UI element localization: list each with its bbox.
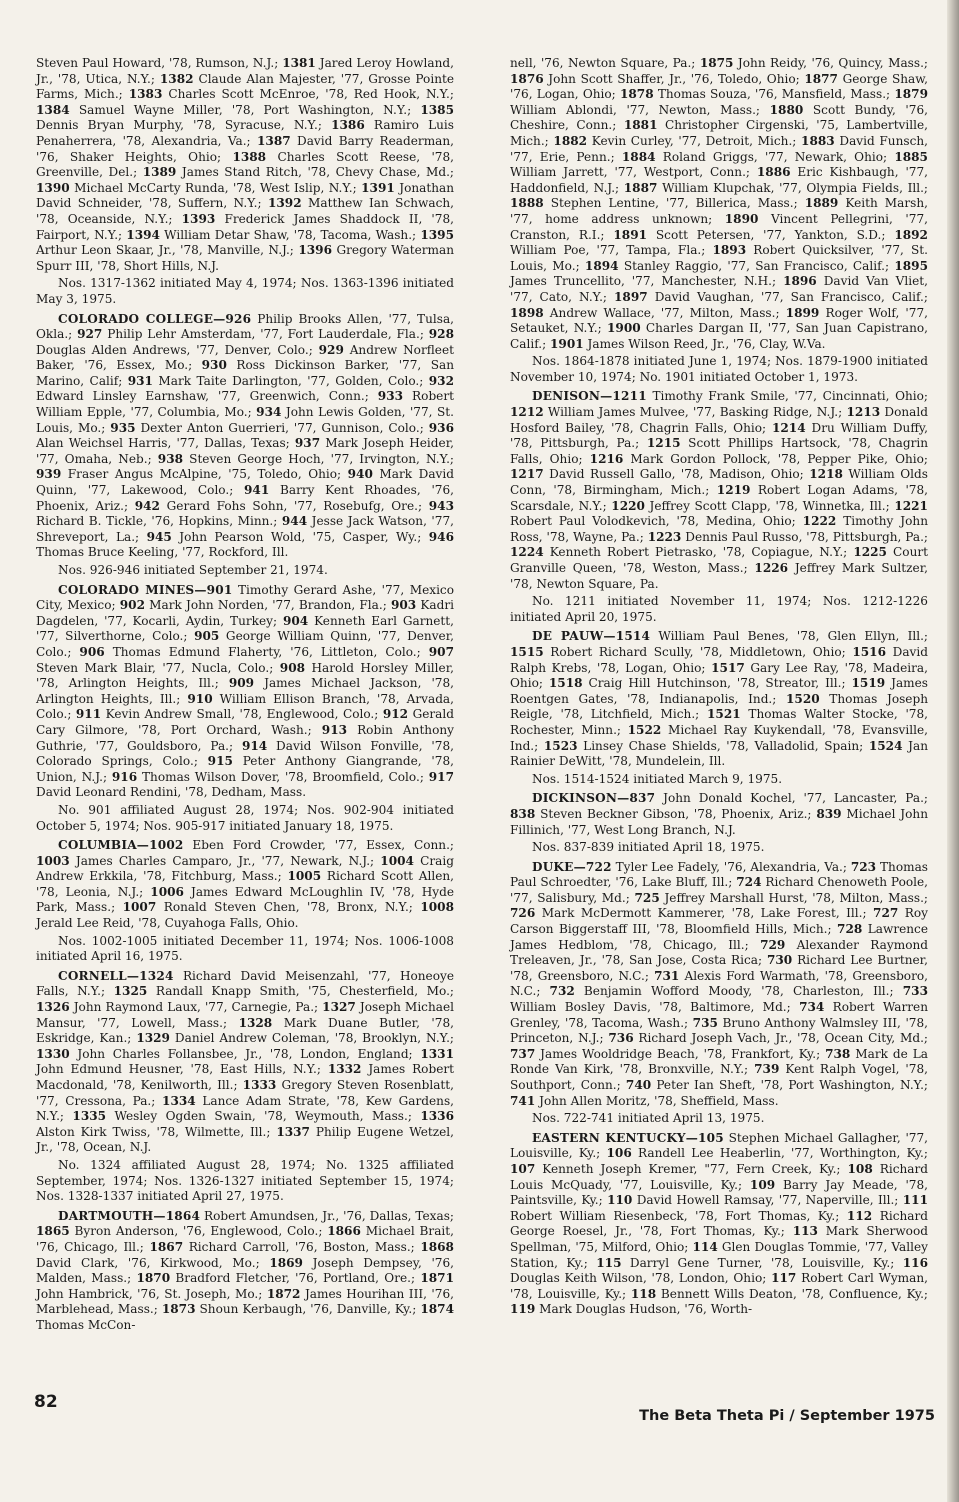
intro-initiation-note: Nos. 1317-1362 initiated May 4, 1974; Nos. 1363-1396 initiated May 3, 1975. xyxy=(36,276,454,306)
chapter-text: Tyler Lee Fadely, '76, Alexandria, Va.; 723 Thomas Paul Schroedter, '76, Lake Bluff, Ill.; 724 Richard Chenoweth Poole, '77, Salisbury, Md.; 725 Jeffrey Marshall Hurst, '78, Milton, Mass.; 726 Mark McDermott Kammerer, '78, Lake Forest, Ill.; 727 Roy Carson Biggerstaff III, '78, Bloomfield Hills, Mich.; 728 Lawrence James Hedblom, '78, Chicago, Ill.; 729 Alexander Raymond Treleaven, Jr., '78, San Jose, Costa Rica; 730 Richard Lee Burtner, '78, Greensboro, N.C.; 731 Alexis Ford Warmath, '78, Greensboro, N.C.; 732 Benjamin Wofford Moody, '78, Charleston, Ill.; 733 William Bosley Davis, '78, Baltimore, Md.; 734 Robert Warren Grenley, '78, Tacoma, Wash.; 735 Bruno Anthony Walmsley III, '78, Princeton, N.J.; 736 Richard Joseph Vach, Jr., '78, Ocean City, Md.; 737 James Wooldridge Beach, '78, Frankfort, Ky.; 738 Mark de La Ronde Van Kirk, '78, Bronxville, N.Y.; 739 Kent Ralph Vogel, '78, Southport, Conn.; 740 Peter Ian Sheft, '78, Port Washington, N.Y.; 741 John Allen Moritz, '78, Sheffield, Mass. xyxy=(510,859,929,1108)
roster-number: 934 xyxy=(256,405,282,420)
roster-number: 909 xyxy=(228,676,255,691)
chapter-heading: COLORADO COLLEGE—926 xyxy=(58,311,252,326)
roster-number: 1901 xyxy=(550,336,584,351)
roster-number: 114 xyxy=(692,1239,718,1254)
left-column xyxy=(36,56,454,1336)
chapter-text: Eben Ford Crowder, '77, Essex, Conn.; 1003 James Charles Camparo, Jr., '77, Newark, N.J.; 1004 Craig Andrew Erkkila, '78, Fitchburg, Mass.; 1005 Richard Scott Allen, '78, Leonia, N.J.; 1006 James Edward McLoughlin IV, '78, Hyde Park, Mass.; 1007 Ronald Steven Chen, '78, Bronx, N.Y.; 1008 Jerald Lee Reid, '78, Cuyahoga Falls, Ohio. xyxy=(36,838,454,931)
roster-number: 1520 xyxy=(786,691,820,706)
roster-number: 1874 xyxy=(420,1302,455,1317)
roster-number: 935 xyxy=(110,420,136,435)
roster-number: 1395 xyxy=(420,227,454,242)
roster-number: 1518 xyxy=(548,676,583,691)
chapter-text: John Donald Kochel, '77, Lancaster, Pa.; 838 Steven Beckner Gibson, '78, Phoenix, Ariz.; 839 Michael John Fillinich, '77, West Long Branch, N.J. xyxy=(510,791,928,837)
chapter-colorado-mines xyxy=(36,583,454,801)
roster-number: 1886 xyxy=(756,165,791,180)
roster-number: 903 xyxy=(390,598,417,613)
roster-number: 1883 xyxy=(801,133,835,148)
chapter-dartmouth xyxy=(36,1209,454,1334)
roster-number: 729 xyxy=(760,937,786,952)
roster-number: 1893 xyxy=(712,243,747,258)
roster-number: 1396 xyxy=(298,243,333,258)
roster-number: 940 xyxy=(347,467,373,482)
roster-number: 1869 xyxy=(269,1255,303,1270)
roster-number: 117 xyxy=(771,1271,797,1286)
initiation-note: No. 1324 affiliated August 28, 1974; No. 1325 affiliated September, 1974; Nos. 1326-1327 initiated September 15, 1974; Nos. 1328-1337 initiated April 27, 1975. xyxy=(36,1157,454,1204)
roster-number: 1003 xyxy=(36,853,70,868)
roster-number: 1221 xyxy=(894,498,928,513)
roster-number: 738 xyxy=(825,1046,851,1061)
chapter-heading: DICKINSON—837 xyxy=(532,791,656,806)
roster-number: 1885 xyxy=(894,149,928,164)
roster-number: 1393 xyxy=(181,211,216,226)
initiation-note: Nos. 1864-1878 initiated June 1, 1974; Nos. 1879-1900 initiated November 10, 1974; No. 1901 initiated October 1, 1973. xyxy=(510,354,928,384)
roster-number: 1381 xyxy=(282,56,316,70)
roster-number: 1878 xyxy=(619,87,654,102)
roster-number: 1877 xyxy=(804,71,838,86)
roster-number: 1871 xyxy=(420,1271,454,1286)
roster-number: 929 xyxy=(318,342,344,357)
roster-number: 902 xyxy=(119,598,145,613)
roster-number: 1515 xyxy=(510,644,544,659)
roster-number: 1389 xyxy=(142,165,177,180)
roster-number: 737 xyxy=(510,1046,536,1061)
roster-number: 1865 xyxy=(36,1224,70,1239)
roster-number: 1386 xyxy=(331,118,365,133)
roster-number: 113 xyxy=(792,1224,818,1239)
roster-number: 1326 xyxy=(36,1000,70,1015)
initiation-note: Nos. 837-839 initiated April 18, 1975. xyxy=(532,840,765,855)
roster-number: 1005 xyxy=(287,869,322,884)
roster-number: 1394 xyxy=(126,227,160,242)
roster-number: 1867 xyxy=(149,1239,184,1254)
roster-number: 1516 xyxy=(852,644,886,659)
roster-number: 910 xyxy=(187,691,213,706)
roster-number: 838 xyxy=(510,806,536,821)
roster-number: 1887 xyxy=(623,180,658,195)
roster-number: 1519 xyxy=(851,676,886,691)
roster-number: 1884 xyxy=(621,149,656,164)
roster-number: 1897 xyxy=(614,289,648,304)
roster-number: 1870 xyxy=(136,1271,171,1286)
roster-number: 943 xyxy=(428,498,454,513)
roster-number: 942 xyxy=(134,498,160,513)
roster-number: 1336 xyxy=(420,1109,454,1124)
roster-number: 115 xyxy=(596,1255,622,1270)
roster-number: 1006 xyxy=(150,884,184,899)
roster-number: 739 xyxy=(754,1062,780,1077)
initiation-note: Nos. 1002-1005 initiated December 11, 1974; Nos. 1006-1008 initiated April 16, 1975. xyxy=(36,933,454,964)
roster-number: 730 xyxy=(766,953,793,968)
roster-number: 930 xyxy=(201,358,227,373)
roster-number: 116 xyxy=(902,1255,929,1270)
roster-number: 1882 xyxy=(553,133,588,148)
chapter-text: Timothy Gerard Ashe, '77, Mexico City, Mexico; 902 Mark John Norden, '77, Brandon, Fla.; 903 Kadri Dagdelen, '77, Kocarli, Aydin, Turkey; 904 Kenneth Earl Garnett, '77, Silverthorne, Colo.; 905 George William Quinn, '77, Denver, Colo.; 906 Thomas Edmund Flaherty, '76, Littleton, Colo.; 907 Steven Mark Blair, '77, Nucla, Colo.; 908 Harold Horsley Miller, '78, Arlington Heights, Ill.; 909 James Michael Jackson, '78, Arlington Heights, Ill.; 910 William Ellison Branch, '78, Arvada, Colo.; 911 Kevin Andrew Small, '78, Englewood, Colo.; 912 Gerald Cary Gilmore, '78, Port Orchard, Wash.; 913 Robin Anthony Guthrie, '77, Gouldsboro, Pa.; 914 David Wilson Fonville, '78, Colorado Springs, Colo.; 915 Peter Anthony Giangrande, '78, Union, N.J.; 916 Thomas Wilson Dover, '78, Broomfield, Colo.; 917 David Leonard Rendini, '78, Dedham, Mass. xyxy=(36,582,455,800)
right-column xyxy=(510,56,928,1320)
roster-number: 1334 xyxy=(162,1093,196,1108)
roster-number: 1328 xyxy=(238,1015,273,1030)
roster-number: 1387 xyxy=(256,133,291,148)
roster-number: 904 xyxy=(282,613,309,628)
roster-number: 1332 xyxy=(327,1062,362,1077)
roster-number: 109 xyxy=(749,1177,776,1192)
chapter-heading: COLUMBIA—1002 xyxy=(58,838,184,853)
roster-number: 907 xyxy=(428,644,454,659)
roster-number: 1895 xyxy=(894,258,928,273)
chapter-text: Philip Brooks Allen, '77, Tulsa, Okla.; 927 Philip Lehr Amsterdam, '77, Fort Lauderdale, Fla.; 928 Douglas Alden Andrews, '77, Denver, Colo.; 929 Andrew Norfleet Baker, '76, Essex, Mo.; 930 Ross Dickinson Barker, '77, San Marino, Calif; 931 Mark Taite Darlington, '77, Golden, Colo.; 932 Edward Linsley Earnshaw, '77, Greenwich, Conn.; 933 Robert William Epple, '77, Columbia, Mo.; 934 John Lewis Golden, '77, St. Louis, Mo.; 935 Dexter Anton Guerrieri, '77, Gunnison, Colo.; 936 Alan Weichsel Harris, '77, Dallas, Texas; 937 Mark Joseph Heider, '77, Omaha, Neb.; 938 Steven George Hoch, '77, Irvington, N.Y.; 939 Fraser Angus McAlpine, '75, Toledo, Ohio; 940 Mark David Quinn, '77, Lakewood, Colo.; 941 Barry Kent Rhoades, '76, Phoenix, Ariz.; 942 Gerard Fohs Sohn, '77, Rosebufg, Ore.; 943 Richard B. Tickle, '76, Hopkins, Minn.; 944 Jesse Jack Watson, '77, Shreveport, La.; 945 John Pearson Wold, '75, Casper, Wy.; 946 Thomas Bruce Keeling, '77, Rockford, Ill. xyxy=(36,311,455,560)
roster-number: 932 xyxy=(428,373,454,388)
page-edge-shadow xyxy=(947,0,959,1502)
chapter-text: Timothy Frank Smile, '77, Cincinnati, Ohio; 1212 William James Mulvee, '77, Basking Ridge, N.J.; 1213 Donald Hosford Bailey, '78, Chagrin Falls, Ohio; 1214 Dru William Duffy, '78, Pittsburgh, Pa.; 1215 Scott Phillips Hartsock, '78, Chagrin Falls, Ohio; 1216 Mark Gordon Pollock, '78, Pepper Pike, Ohio; 1217 David Russell Gallo, '78, Madison, Ohio; 1218 William Olds Conn, '78, Birmingham, Mich.; 1219 Robert Logan Adams, '78, Scarsdale, N.Y.; 1220 Jeffrey Scott Clapp, '78, Winnetka, Ill.; 1221 Robert Paul Volodkevich, '78, Medina, Ohio; 1222 Timothy John Ross, '78, Wayne, Pa.; 1223 Dennis Paul Russo, '78, Pittsburgh, Pa.; 1224 Kenneth Robert Pietrasko, '78, Copiague, N.Y.; 1225 Court Granville Queen, '78, Weston, Mass.; 1226 Jeffrey Mark Sultzer, '78, Newton Square, Pa. xyxy=(510,389,929,591)
roster-number: 1223 xyxy=(647,529,682,544)
initiation-note: Nos. 1514-1524 initiated March 9, 1975. xyxy=(532,771,783,786)
roster-number: 734 xyxy=(799,1000,825,1015)
roster-number: 1868 xyxy=(420,1239,454,1254)
roster-number: 911 xyxy=(75,707,102,722)
roster-number: 1892 xyxy=(894,227,928,242)
chapter-heading: DE PAUW—1514 xyxy=(532,629,651,644)
roster-number: 1218 xyxy=(809,467,843,482)
roster-number: 1385 xyxy=(420,102,454,117)
initiation-note: Nos. 926-946 initiated September 21, 1974. xyxy=(58,563,328,577)
roster-number: 1219 xyxy=(716,483,751,498)
chapter-colorado-college xyxy=(36,312,454,562)
roster-number: 1873 xyxy=(161,1302,196,1317)
roster-number: 1382 xyxy=(159,71,194,86)
roster-number: 725 xyxy=(634,890,660,905)
roster-number: 1226 xyxy=(754,561,789,575)
roster-number: 1007 xyxy=(122,900,157,915)
roster-number: 946 xyxy=(428,529,455,544)
roster-number: 1216 xyxy=(589,451,624,466)
roster-number: 1330 xyxy=(36,1046,70,1061)
chapter-eastern-kentucky xyxy=(510,1131,928,1318)
roster-number: 1214 xyxy=(771,420,806,435)
roster-number: 111 xyxy=(902,1193,928,1208)
roster-number: 1331 xyxy=(420,1046,454,1061)
roster-number: 1383 xyxy=(128,87,163,102)
roster-number: 1392 xyxy=(267,196,302,211)
dartmouth-continued: nell, '76, Newton Square, Pa.; 1875 John Reidy, '76, Quincy, Mass.; 1876 John Scott Shaffer, Jr., '76, Toledo, Ohio; 1877 George Shaw, '76, Logan, Ohio; 1878 Thomas Souza, '76, Mansfield, Mass.; 1879 William Ablondi, '77, Newton, Mass.; 1880 Scott Bundy, '76, Cheshire, Conn.; 1881 Christopher Cirgenski, '75, Lambertville, Mich.; 1882 Kevin Curley, '77, Detroit, Mich.; 1883 David Funsch, '77, Erie, Penn.; 1884 Roland Griggs, '77, Newark, Ohio; 1885 William Jarrett, '77, Westport, Conn.; 1886 Eric Kishbaugh, '77, Haddonfield, N.J.; 1887 William Klupchak, '77, Olympia Fields, Ill.; 1888 Stephen Lentine, '77, Billerica, Mass.; 1889 Keith Marsh, '77, home address unknown; 1890 Vincent Pellegrini, '77, Cranston, R.I.; 1891 Scott Petersen, '77, Yankton, S.D.; 1892 William Poe, '77, Tampa, Fla.; 1893 Robert Quicksilver, '77, St. Louis, Mo.; 1894 Stanley Raggio, '77, San Francisco, Calif.; 1895 James Truncellito, '77, Manchester, N.H.; 1896 David Van Vliet, '77, Cato, N.Y.; 1897 David Vaughan, '77, San Francisco, Calif.; 1898 Andrew Wallace, '77, Milton, Mass.; 1899 Roger Wolf, '77, Setauket, N.Y.; 1900 Charles Dargan II, '77, San Juan Capistrano, Calif.; 1901 James Wilson Reed, Jr., '76, Clay, W.Va. xyxy=(510,56,929,351)
roster-number: 1333 xyxy=(242,1078,277,1092)
page-number: 82 xyxy=(34,1392,58,1412)
initiation-note: Nos. 722-741 initiated April 13, 1975. xyxy=(532,1111,765,1126)
roster-number: 724 xyxy=(736,875,762,890)
roster-number: 119 xyxy=(510,1302,536,1317)
chapter-text: Richard David Meisenzahl, '77, Honeoye Falls, N.Y.; 1325 Randall Knapp Smith, '75, Chesterfield, Mo.; 1326 John Raymond Laux, '77, Carnegie, Pa.; 1327 Joseph Michael Mansur, '77, Lowell, Mass.; 1328 Mark Duane Butler, '78, Eskridge, Kan.; 1329 Daniel Andrew Coleman, '78, Brooklyn, N.Y.; 1330 John Charles Follansbee, Jr., '78, London, England; 1331 John Edmund Heusner, '78, East Hills, N.Y.; 1332 James Robert Macdonald, '78, Kenilworth, Ill.; 1333 Gregory Steven Rosenblatt, '77, Cressona, Pa.; 1334 Lance Adam Strate, '78, Kew Gardens, N.Y.; 1335 Wesley Ogden Swain, '78, Weymouth, Mass.; 1336 Alston Kirk Twiss, '78, Wilmette, Ill.; 1337 Philip Eugene Wetzel, Jr., '78, Ocean, N.J. xyxy=(36,968,455,1155)
chapter-heading: EASTERN KENTUCKY—105 xyxy=(532,1130,724,1145)
roster-number: 1388 xyxy=(232,149,267,164)
roster-number: 112 xyxy=(846,1208,873,1223)
roster-number: 1899 xyxy=(785,305,820,320)
roster-number: 1337 xyxy=(276,1124,310,1139)
roster-number: 908 xyxy=(279,660,306,675)
roster-number: 118 xyxy=(630,1286,657,1301)
roster-number: 1879 xyxy=(894,87,928,102)
roster-number: 736 xyxy=(608,1031,634,1046)
roster-number: 916 xyxy=(111,769,138,784)
roster-number: 108 xyxy=(847,1161,873,1176)
roster-number: 938 xyxy=(157,451,184,466)
roster-number: 1876 xyxy=(510,71,544,86)
roster-number: 740 xyxy=(625,1078,652,1092)
chapter-text: Stephen Michael Gallagher, '77, Louisville, Ky.; 106 Randell Lee Heaberlin, '77, Worthington, Ky.; 107 Kenneth Joseph Kremer, "77, Fern Creek, Ky.; 108 Richard Louis McQuady, '77, Louisville, Ky.; 109 Barry Jay Meade, '78, Paintsville, Ky.; 110 David Howell Ramsay, '77, Naperville, Ill.; 111 Robert William Riesenbeck, '78, Fort Thomas, Ky.; 112 Richard George Roesel, Jr., '78, Fort Thomas, Ky.; 113 Mark Sherwood Spellman, '75, Milford, Ohio; 114 Glen Douglas Tommie, '77, Valley Station, Ky.; 115 Darryl Gene Turner, '78, Louisville, Ky.; 116 Douglas Keith Wilson, '78, London, Ohio; 117 Robert Carl Wyman, '78, Louisville, Ky.; 118 Bennett Wills Deaton, '78, Confluence, Ky.; 119 Mark Douglas Hudson, '76, Worth- xyxy=(510,1130,929,1317)
roster-number: 1325 xyxy=(113,984,148,999)
roster-number: 1521 xyxy=(707,707,741,722)
chapter-cornell xyxy=(36,969,454,1156)
chapter-heading: DUKE—722 xyxy=(532,859,612,874)
roster-number: 944 xyxy=(281,514,308,529)
roster-number: 1898 xyxy=(510,305,544,320)
roster-number: 933 xyxy=(377,389,404,404)
roster-number: 937 xyxy=(294,436,321,451)
chapter-heading: CORNELL—1324 xyxy=(58,968,174,983)
roster-number: 731 xyxy=(654,968,680,983)
roster-number: 915 xyxy=(207,754,233,769)
initiation-note: No. 1211 initiated November 11, 1974; Nos. 1212-1226 initiated April 20, 1975. xyxy=(510,594,928,624)
roster-number: 732 xyxy=(549,984,575,999)
roster-number: 914 xyxy=(241,738,268,753)
roster-number: 1213 xyxy=(846,405,881,420)
roster-number: 1517 xyxy=(711,660,745,675)
roster-number: 1875 xyxy=(699,56,734,70)
roster-number: 728 xyxy=(837,922,863,937)
roster-number: 1896 xyxy=(783,274,817,289)
roster-number: 1872 xyxy=(266,1286,301,1301)
roster-number: 927 xyxy=(77,327,103,342)
roster-number: 1327 xyxy=(322,1000,356,1015)
roster-number: 723 xyxy=(850,859,877,874)
roster-number: 928 xyxy=(428,327,454,342)
roster-number: 912 xyxy=(382,707,409,722)
roster-number: 936 xyxy=(428,420,454,435)
roster-number: 1225 xyxy=(853,545,887,560)
roster-number: 913 xyxy=(321,722,348,737)
roster-number: 1390 xyxy=(36,180,70,195)
roster-number: 1888 xyxy=(510,196,544,211)
roster-number: 1522 xyxy=(627,722,662,737)
roster-number: 735 xyxy=(692,1015,718,1030)
roster-number: 1222 xyxy=(802,514,837,529)
chapter-text: Robert Amundsen, Jr., '76, Dallas, Texas; 1865 Byron Anderson, '76, Englewood, Colo.; 1866 Michael Brait, '76, Chicago, Ill.; 1867 Richard Carroll, '76, Boston, Mass.; 1868 David Clark, '76, Kirkwood, Mo.; 1869 Joseph Dempsey, '76, Malden, Mass.; 1870 Bradford Fletcher, '76, Portland, Ore.; 1871 John Hambrick, '76, St. Joseph, Mo.; 1872 James Hourihan III, '76, Marblehead, Mass.; 1873 Shoun Kerbaugh, '76, Danville, Ky.; 1874 Thomas McCon- xyxy=(36,1208,455,1332)
roster-number: 1335 xyxy=(72,1109,107,1124)
chapter-de-pauw xyxy=(510,629,928,769)
roster-number: 1889 xyxy=(804,196,839,211)
roster-number: 1881 xyxy=(623,118,658,133)
roster-number: 1524 xyxy=(868,738,903,753)
roster-number: 1900 xyxy=(606,321,641,336)
roster-number: 1008 xyxy=(420,900,454,915)
chapter-heading: DENISON—1211 xyxy=(532,389,647,404)
roster-number: 941 xyxy=(244,483,270,498)
intro-paragraph: Steven Paul Howard, '78, Rumson, N.J.; 1381 Jared Leroy Howland, Jr., '78, Utica, N.Y.; 1382 Claude Alan Majester, '77, Grosse Pointe Farms, Mich.; 1383 Charles Scott McEnroe, '78, Red Hook, N.Y.; 1384 Samuel Wayne Miller, '78, Port Washington, N.Y.; 1385 Dennis Bryan Murphy, '78, Syracuse, N.Y.; 1386 Ramiro Luis Penaherrera, '78, Alexandria, Va.; 1387 David Barry Readerman, '76, Shaker Heights, Ohio; 1388 Charles Scott Reese, '78, Greenville, Del.; 1389 James Stand Ritch, '78, Chevy Chase, Md.; 1390 Michael McCarty Runda, '78, West Islip, N.Y.; 1391 Jonathan David Schneider, '78, Suffern, N.Y.; 1392 Matthew Ian Schwach, '78, Oceanside, N.Y.; 1393 Frederick James Shaddock II, '78, Fairport, N.Y.; 1394 William Detar Shaw, '78, Tacoma, Wash.; 1395 Arthur Leon Skaar, Jr., '78, Manville, N.J.; 1396 Gregory Waterman Spurr III, '78, Short Hills, N.J. xyxy=(36,56,455,273)
chapter-denison xyxy=(510,389,928,592)
roster-number: 1217 xyxy=(510,467,544,482)
roster-number: 1891 xyxy=(613,227,648,242)
roster-number: 1880 xyxy=(769,102,804,117)
roster-number: 917 xyxy=(428,769,454,784)
roster-number: 1894 xyxy=(584,258,619,273)
roster-number: 1391 xyxy=(361,180,395,195)
roster-number: 1004 xyxy=(380,853,414,868)
roster-number: 1523 xyxy=(543,738,578,753)
roster-number: 945 xyxy=(146,529,172,544)
roster-number: 727 xyxy=(873,906,899,921)
roster-number: 107 xyxy=(510,1161,536,1176)
chapter-dickinson xyxy=(510,791,928,838)
roster-number: 1384 xyxy=(36,102,70,117)
roster-number: 1329 xyxy=(136,1031,170,1046)
chapter-columbia xyxy=(36,838,454,932)
roster-number: 733 xyxy=(902,984,928,999)
roster-number: 1212 xyxy=(510,405,544,420)
chapter-duke xyxy=(510,860,928,1110)
initiation-note: No. 901 affiliated August 28, 1974; Nos. 902-904 initiated October 5, 1974; Nos. 905-917 initiated January 18, 1975. xyxy=(36,802,454,833)
chapter-text: William Paul Benes, '78, Glen Ellyn, Ill.; 1515 Robert Richard Scully, '78, Middletown, Ohio; 1516 David Ralph Krebs, '78, Logan, Ohio; 1517 Gary Lee Ray, '78, Madeira, Ohio; 1518 Craig Hill Hutchinson, '78, Streator, Ill.; 1519 James Roentgen Gates, '78, Indianapolis, Ind.; 1520 Thomas Joseph Reigle, '78, Litchfield, Mich.; 1521 Thomas Walter Stocke, '78, Rochester, Minn.; 1522 Michael Ray Kuykendall, '78, Evansville, Ind.; 1523 Linsey Chase Shields, '78, Valladolid, Spain; 1524 Jan Rainier DeWitt, '78, Mundelein, Ill. xyxy=(510,629,929,769)
roster-number: 939 xyxy=(36,467,62,482)
roster-number: 839 xyxy=(816,806,842,821)
roster-number: 906 xyxy=(79,644,105,659)
roster-number: 1215 xyxy=(646,436,681,451)
footer-publication-title: The Beta Theta Pi / September 1975 xyxy=(639,1408,935,1424)
chapter-heading: DARTMOUTH—1864 xyxy=(58,1208,201,1223)
roster-number: 1220 xyxy=(611,498,645,513)
roster-number: 1890 xyxy=(724,211,759,226)
roster-number: 905 xyxy=(194,629,220,644)
chapter-heading: COLORADO MINES—901 xyxy=(58,582,233,597)
roster-number: 931 xyxy=(127,373,153,388)
roster-number: 1224 xyxy=(510,545,544,560)
roster-number: 726 xyxy=(510,906,536,921)
roster-number: 1866 xyxy=(327,1224,361,1239)
roster-number: 106 xyxy=(606,1146,632,1161)
roster-number: 741 xyxy=(510,1093,536,1108)
roster-number: 110 xyxy=(607,1193,633,1208)
